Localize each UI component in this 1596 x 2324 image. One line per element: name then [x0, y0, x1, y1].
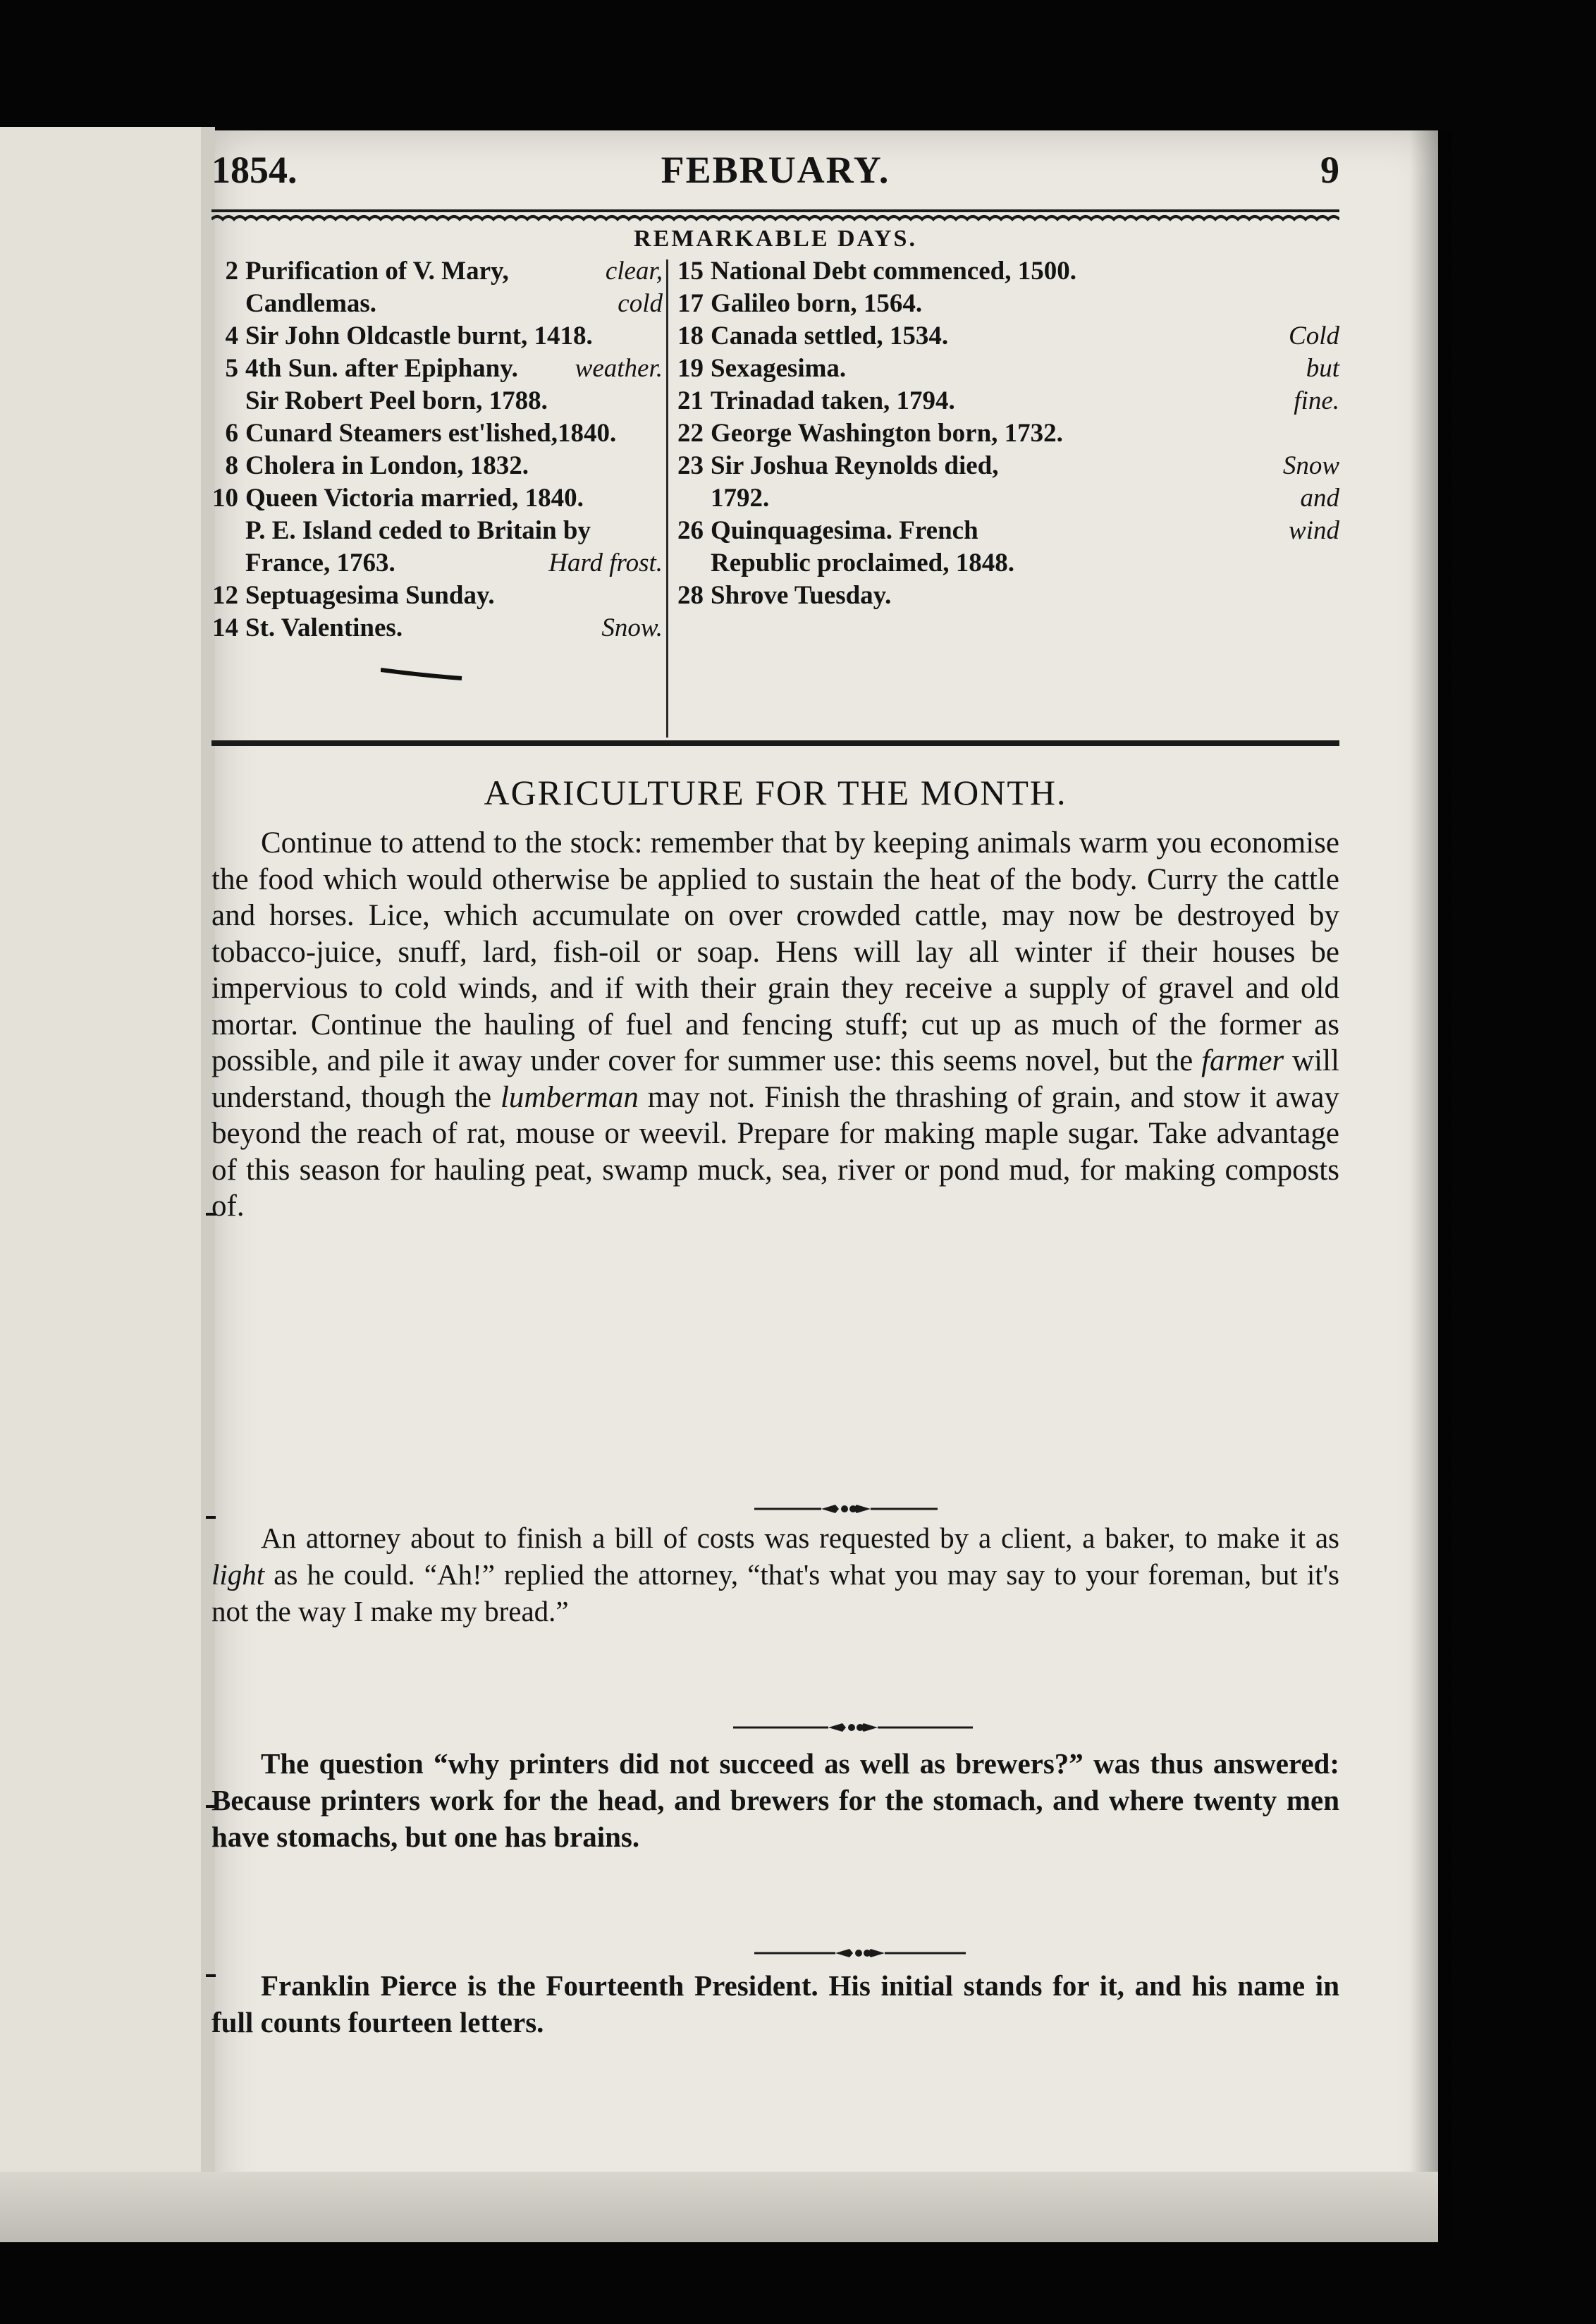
calendar-event: National Debt commenced, 1500. — [711, 257, 1076, 286]
calendar-entry — [211, 482, 663, 515]
weather-note: Snow. — [601, 613, 663, 642]
calendar-day: 6 — [225, 419, 238, 448]
ornament-divider — [754, 1498, 938, 1519]
remarkable-days-title: REMARKABLE DAYS. — [634, 226, 917, 252]
printers-anecdote: The question “why printers did not succeed as well as brewers?” was thus answered: Because printers work for the head, and brewers for the stomach, and where twenty men have stomachs, but one has brains. — [211, 1747, 1339, 1853]
calendar-event: Quinquagesima. French — [711, 516, 978, 545]
weather-note: cold — [618, 289, 663, 318]
calendar-entry — [211, 515, 663, 547]
calendar-event: 1792. — [711, 484, 770, 513]
weather-note: weather. — [575, 354, 663, 383]
calendar-entry — [211, 417, 663, 450]
weather-note: Cold — [1289, 322, 1339, 350]
calendar-day: 5 — [225, 354, 238, 383]
calendar-event: Purification of V. Mary, — [245, 257, 509, 286]
page-edge-shadow — [1410, 130, 1452, 2239]
weather-note: Hard frost. — [548, 549, 663, 577]
calendar-event: Septuagesima Sunday. — [245, 581, 495, 610]
ornament-divider — [754, 1943, 966, 1964]
calendar-event: 4th Sun. after Epiphany. — [245, 354, 518, 383]
calendar-event: St. Valentines. — [245, 613, 403, 642]
calendar-day: 21 — [677, 386, 704, 415]
calendar-event: Candlemas. — [245, 289, 377, 318]
calendar-entry — [211, 320, 663, 353]
agriculture-title: AGRICULTURE FOR THE MONTH. — [484, 773, 1067, 812]
calendar-event: Galileo born, 1564. — [711, 289, 923, 318]
ornament-divider — [733, 1717, 973, 1738]
calendar-day: 2 — [225, 257, 238, 286]
calendar-day: 22 — [677, 419, 704, 448]
page-bottom-edge — [0, 2172, 1438, 2242]
franklin-pierce-anecdote: Franklin Pierce is the Fourteenth President. His initial stands for it, and his name in full counts fourteen letters. — [211, 1969, 1339, 2038]
weather-note: fine. — [1294, 386, 1339, 415]
attorney-italic-light: light — [211, 1558, 265, 1591]
attorney-text: An attorney about to finish a bill of costs was requested by a client, a baker, to make it as — [261, 1522, 1339, 1554]
pencil-mark-dash — [381, 663, 465, 684]
calendar-day: 23 — [677, 451, 704, 480]
calendar-entry — [677, 385, 1339, 417]
calendar-event: Canada settled, 1534. — [711, 322, 949, 350]
calendar-entry — [677, 320, 1339, 353]
weather-note: but — [1306, 354, 1339, 383]
calendar-entry — [211, 353, 663, 385]
header-month: FEBRUARY. — [661, 149, 890, 191]
calendar-event: France, 1763. — [245, 549, 395, 577]
calendar-event: George Washington born, 1732. — [711, 419, 1063, 448]
weather-note: Snow — [1282, 451, 1339, 480]
calendar-day: 10 — [212, 484, 238, 513]
agriculture-italic-farmer: farmer — [1201, 1044, 1284, 1077]
calendar-day: 18 — [677, 322, 704, 350]
calendar-divider — [666, 259, 668, 738]
calendar-day: 14 — [212, 613, 238, 642]
calendar-entry — [211, 450, 663, 482]
calendar-event: Republic proclaimed, 1848. — [711, 549, 1014, 577]
calendar-day: 26 — [677, 516, 704, 545]
page-number: 9 — [1320, 149, 1339, 191]
calendar-entry — [211, 288, 663, 320]
calendar-entry — [211, 580, 663, 612]
attorney-anecdote — [211, 1519, 1339, 1629]
calendar-event: Queen Victoria married, 1840. — [245, 484, 584, 513]
calendar-entry — [211, 385, 663, 417]
calendar-right-column — [677, 255, 1339, 612]
calendar-left-column — [211, 255, 663, 644]
calendar-event: Cunard Steamers est'lished,1840. — [245, 419, 617, 448]
calendar-entry — [677, 417, 1339, 450]
calendar-entry — [211, 547, 663, 580]
facing-page — [0, 127, 211, 2242]
wavy-rule — [211, 208, 1339, 225]
calendar-entry — [677, 255, 1339, 288]
calendar-day: 8 — [225, 451, 238, 480]
calendar-entry — [677, 580, 1339, 612]
calendar-event: Cholera in London, 1832. — [245, 451, 529, 480]
calendar-event: Sexagesima. — [711, 354, 847, 383]
attorney-text: as he could. “Ah!” replied the attorney, “that's what you may say to your foreman, but it's not the way I make my bread.” — [211, 1558, 1339, 1627]
header-year: 1854. — [211, 149, 297, 191]
calendar-entry — [677, 450, 1339, 482]
calendar-event: Sir Robert Peel born, 1788. — [245, 386, 548, 415]
calendar-entry — [677, 547, 1339, 580]
calendar-event: P. E. Island ceded to Britain by — [245, 516, 591, 545]
weather-note: wind — [1289, 516, 1339, 545]
agriculture-paragraph — [211, 825, 1339, 1225]
weather-note: and — [1300, 484, 1339, 513]
calendar-entry — [677, 353, 1339, 385]
agriculture-text: Continue to attend to the stock: remember that by keeping animals warm you economise the food which would otherwise be applied to sustain the heat of the body. Curry the cattle and horses. Lice, which accumulate on over crowded cattle, may now be destroyed by tobacco-juice, snuff, lard, fish-oil or soap. Hens will lay all winter if their houses be impervious to cold winds, and if with their grain they receive a supply of gravel and old mortar. Continue the hauling of fuel and fencing stuff; cut up as much of the former as possible, and pile it away under cover for summer use: this seems novel, but the — [211, 826, 1339, 1077]
calendar-event: Sir John Oldcastle burnt, 1418. — [245, 322, 593, 350]
calendar-entry — [677, 482, 1339, 515]
calendar-day: 17 — [677, 289, 704, 318]
calendar-day: 19 — [677, 354, 704, 383]
agriculture-text: may not. Finish the thrashing of grain, and stow it away beyond the reach of rat, mouse or weevil. Prepare for making maple sugar. Take advantage of this season for hauling peat, swamp muck, sea, river or pond mud, for making composts of. — [211, 1080, 1339, 1223]
calendar-entry — [677, 515, 1339, 547]
page-header — [211, 148, 1339, 212]
calendar-day: 4 — [225, 322, 238, 350]
calendar-day: 15 — [677, 257, 704, 286]
calendar-day: 28 — [677, 581, 704, 610]
agriculture-text: will understand, though the — [211, 1044, 1339, 1114]
calendar-day: 12 — [212, 581, 238, 610]
calendar-entry — [677, 288, 1339, 320]
calendar-event: Shrove Tuesday. — [711, 581, 892, 610]
calendar-entry — [211, 255, 663, 288]
calendar-entry — [211, 612, 663, 644]
margin-mark — [206, 1516, 216, 1519]
section-rule — [211, 740, 1339, 746]
calendar-event: Sir Joshua Reynolds died, — [711, 451, 999, 480]
weather-note: clear, — [605, 257, 663, 286]
agriculture-italic-lumberman: lumberman — [500, 1080, 639, 1114]
calendar-event: Trinadad taken, 1794. — [711, 386, 955, 415]
